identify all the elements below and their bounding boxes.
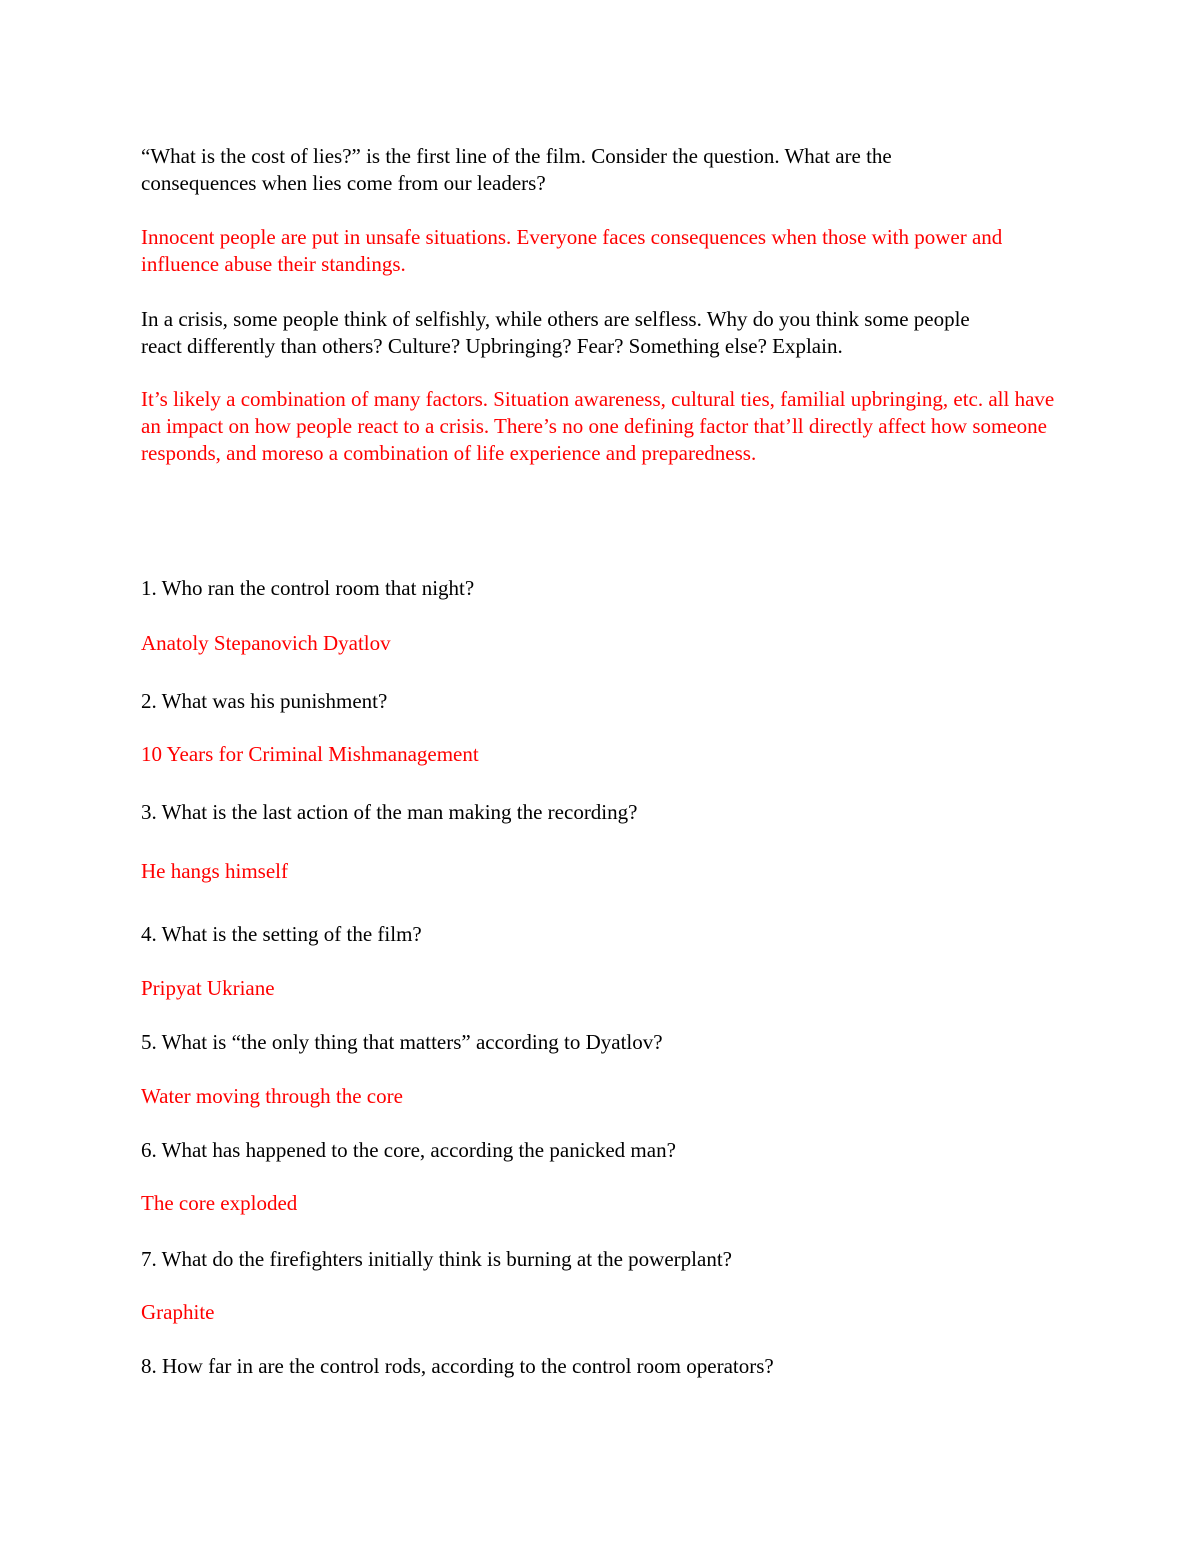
answer-7: Graphite — [141, 1300, 215, 1324]
intro-answer-1 — [141, 224, 1181, 278]
text-line: react differently than others? Culture? Upbringing? Fear? Something else? Explain. — [141, 334, 843, 358]
question-4: 4. What is the setting of the film? — [141, 922, 422, 946]
question-2: 2. What was his punishment? — [141, 689, 388, 713]
question-7: 7. What do the firefighters initially think is burning at the powerplant? — [141, 1247, 732, 1271]
answer-6: The core exploded — [141, 1191, 298, 1215]
question-5: 5. What is “the only thing that matters” according to Dyatlov? — [141, 1030, 663, 1054]
text-line: It’s likely a combination of many factors. Situation awareness, cultural ties, familial upbringing, etc. all have — [141, 387, 1055, 411]
question-1: 1. Who ran the control room that night? — [141, 576, 475, 600]
text-line: In a crisis, some people think of selfishly, while others are selfless. Why do you think some people — [141, 307, 970, 331]
text-line: influence abuse their standings. — [141, 252, 406, 276]
text-line: Innocent people are put in unsafe situations. Everyone faces consequences when those with power and — [141, 225, 1003, 249]
text-line: an impact on how people react to a crisis. There’s no one defining factor that’ll directly affect how someone — [141, 414, 1047, 438]
text-line: “What is the cost of lies?” is the first line of the film. Consider the question. What are the — [141, 144, 892, 168]
intro-question-1 — [141, 143, 1181, 197]
answer-5: Water moving through the core — [141, 1084, 403, 1108]
question-6: 6. What has happened to the core, according the panicked man? — [141, 1138, 676, 1162]
question-8: 8. How far in are the control rods, according to the control room operators? — [141, 1354, 774, 1378]
text-line: consequences when lies come from our leaders? — [141, 171, 546, 195]
answer-3: He hangs himself — [141, 859, 288, 883]
intro-answer-2 — [141, 386, 1181, 467]
intro-question-2 — [141, 306, 1181, 360]
answer-2: 10 Years for Criminal Mishmanagement — [141, 742, 479, 766]
question-3: 3. What is the last action of the man making the recording? — [141, 800, 638, 824]
answer-4: Pripyat Ukriane — [141, 976, 275, 1000]
text-line: responds, and moreso a combination of life experience and preparedness. — [141, 441, 757, 465]
answer-1: Anatoly Stepanovich Dyatlov — [141, 631, 391, 655]
